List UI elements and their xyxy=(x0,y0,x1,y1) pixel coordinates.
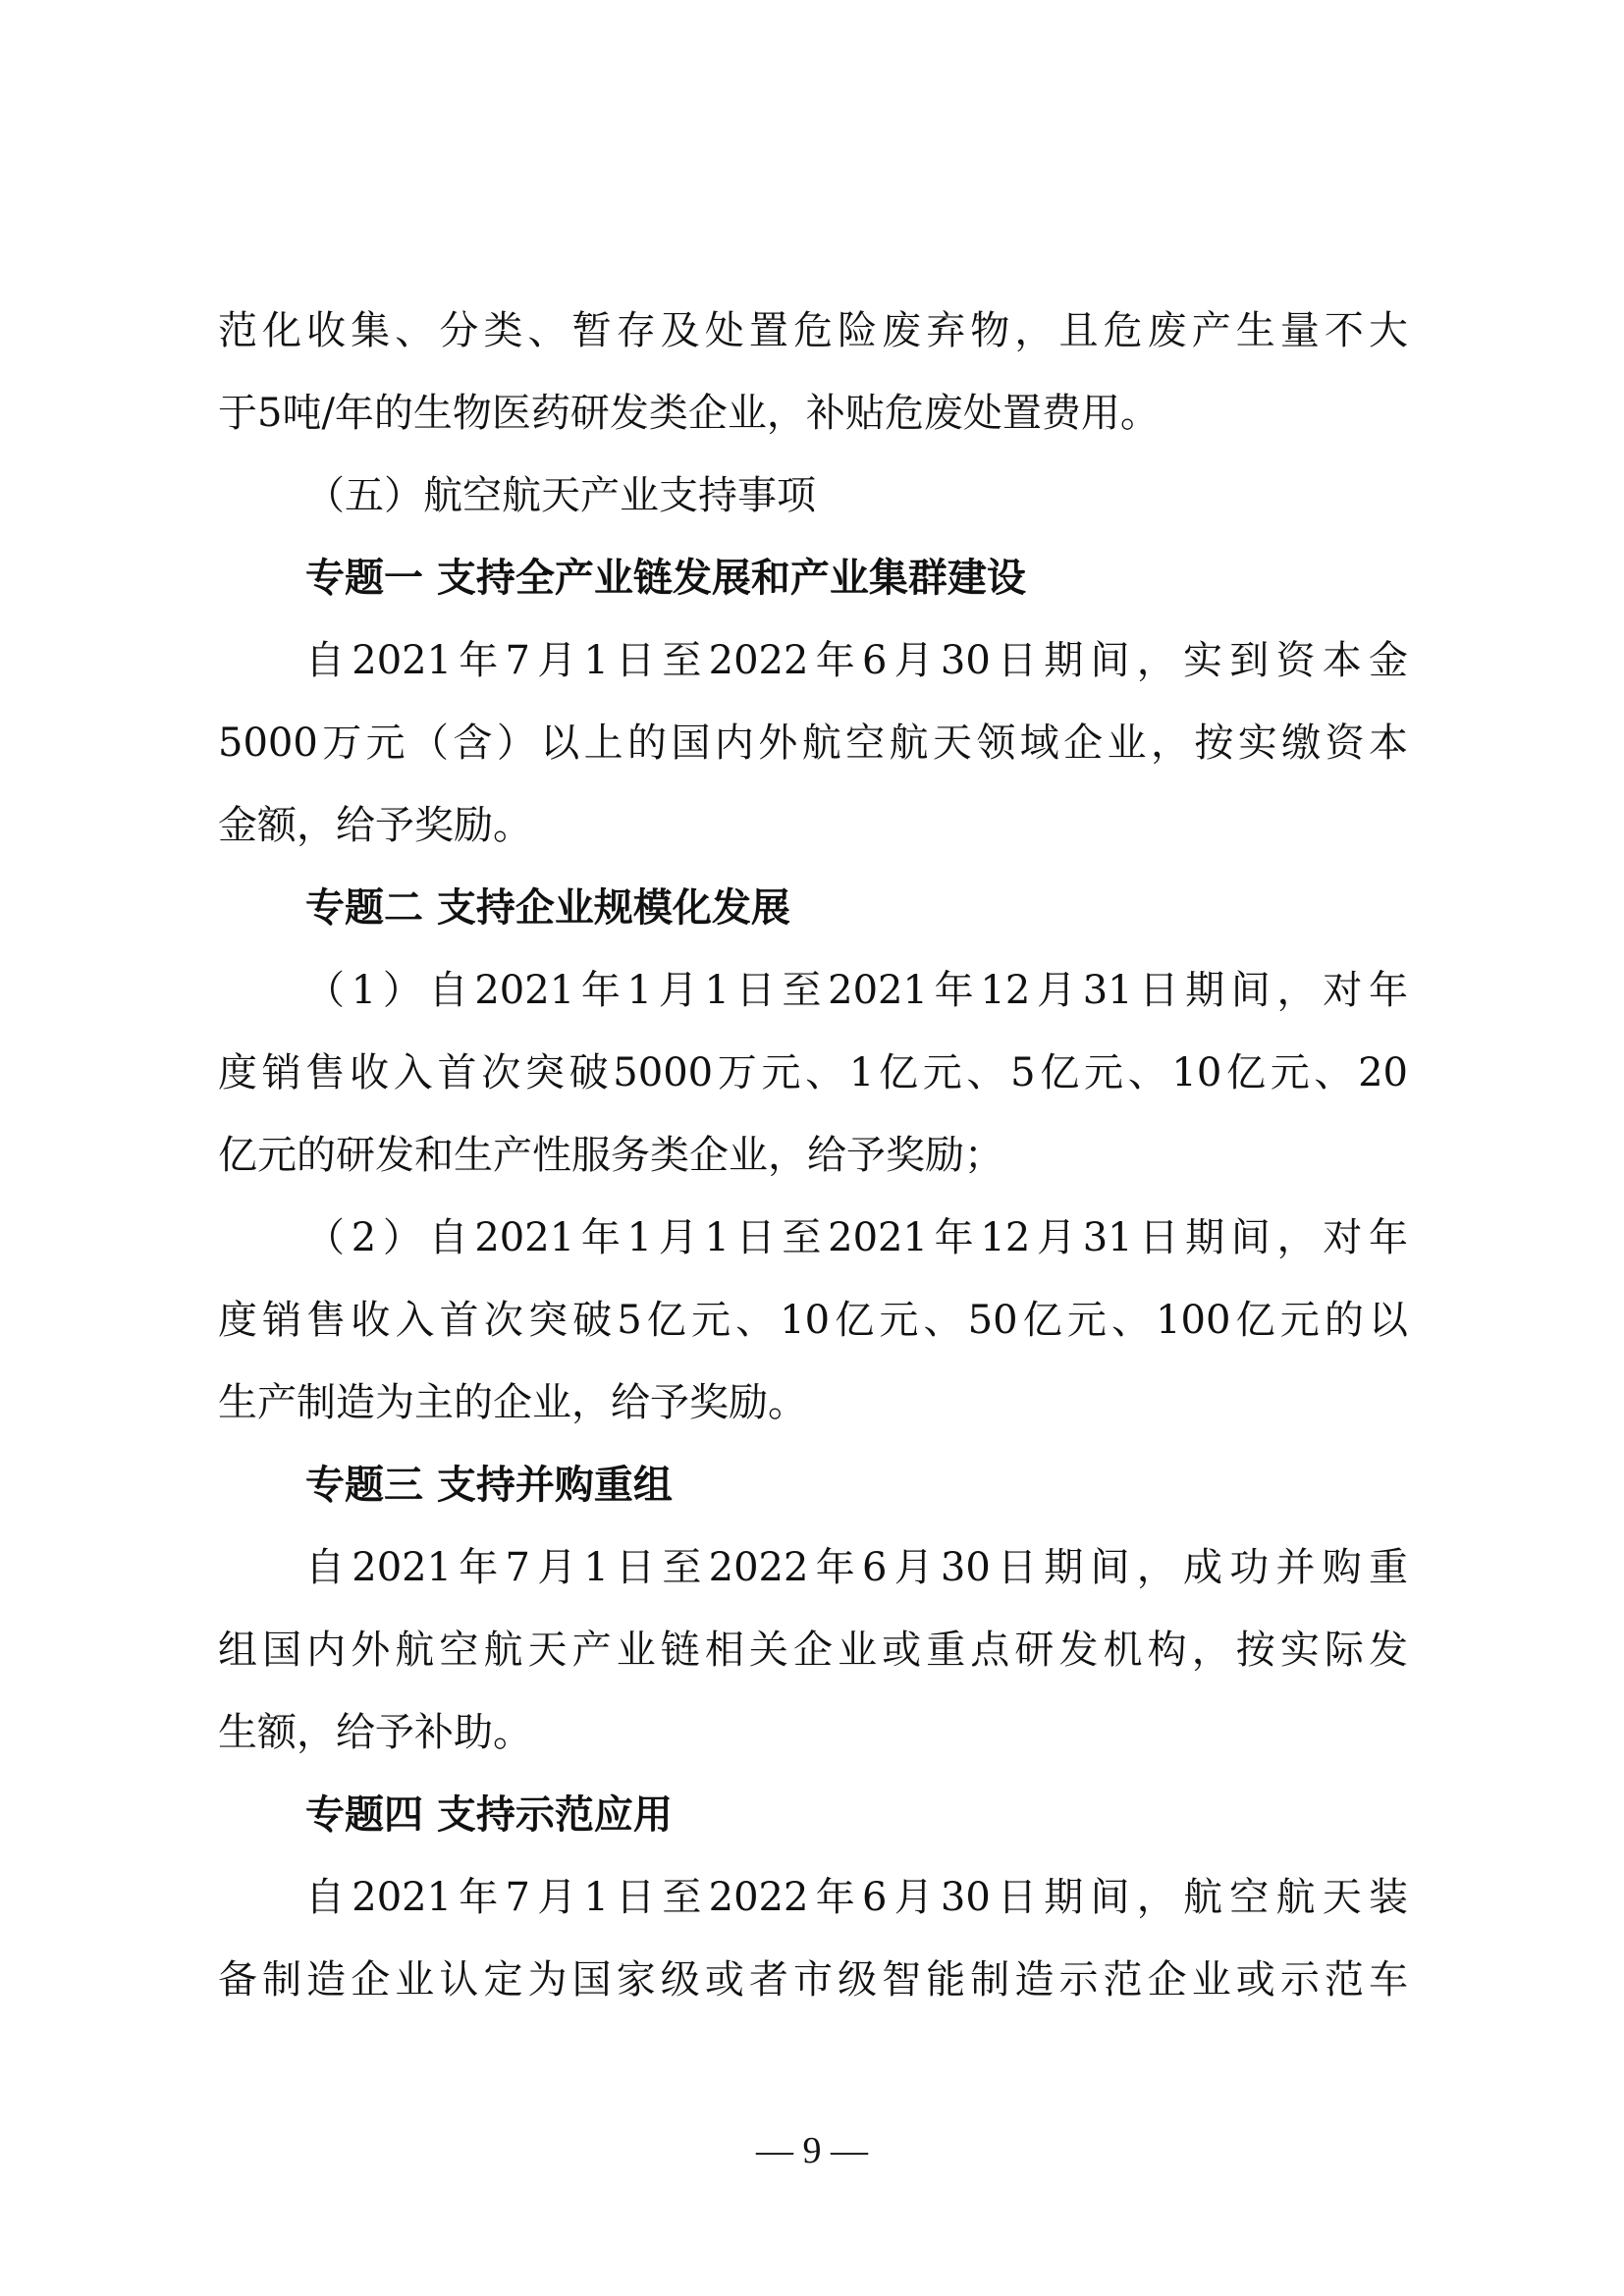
paragraph-line: 组国内外航空航天产业链相关企业或重点研发机构，按实际发 xyxy=(218,1628,1408,1673)
paragraph-line: 自2021年7月1日至2022年6月30日期间，航空航天装 xyxy=(305,1875,1408,1920)
topic-heading: 专题二 支持企业规模化发展 xyxy=(305,884,790,931)
section-heading: （五）航空航天产业支持事项 xyxy=(305,473,816,518)
paragraph-line: 金额，给予奖励。 xyxy=(218,803,532,848)
paragraph-line: 备制造企业认定为国家级或者市级智能制造示范企业或示范车 xyxy=(218,1957,1408,2002)
topic-heading: 专题四 支持示范应用 xyxy=(305,1791,673,1838)
paragraph-line: 度销售收入首次突破5000万元、1亿元、5亿元、10亿元、20 xyxy=(218,1050,1408,1095)
paragraph-line: 范化收集、分类、暂存及处置危险废弃物，且危废产生量不大 xyxy=(218,308,1408,353)
paragraph-line: 亿元的研发和生产性服务类企业，给予奖励； xyxy=(218,1133,1003,1178)
page-number: — 9 — xyxy=(756,2130,868,2171)
paragraph-line: 自2021年7月1日至2022年6月30日期间，实到资本金 xyxy=(305,638,1408,683)
paragraph-line: 度销售收入首次突破5亿元、10亿元、50亿元、100亿元的以 xyxy=(218,1298,1408,1343)
paragraph-line: 生额，给予补助。 xyxy=(218,1710,532,1755)
topic-heading: 专题一 支持全产业链发展和产业集群建设 xyxy=(305,555,1026,601)
paragraph-line: 于5吨/年的生物医药研发类企业，补贴危废处置费用。 xyxy=(218,391,1160,436)
topic-heading: 专题三 支持并购重组 xyxy=(305,1462,673,1508)
paragraph-line: 自2021年7月1日至2022年6月30日期间，成功并购重 xyxy=(305,1545,1408,1590)
paragraph-line: 5000万元（含）以上的国内外航空航天领域企业，按实缴资本 xyxy=(218,721,1408,766)
paragraph-line: 生产制造为主的企业，给予奖励。 xyxy=(218,1380,807,1425)
paragraph-line: （1）自2021年1月1日至2021年12月31日期间，对年 xyxy=(305,968,1408,1013)
paragraph-line: （2）自2021年1月1日至2021年12月31日期间，对年 xyxy=(305,1215,1408,1260)
